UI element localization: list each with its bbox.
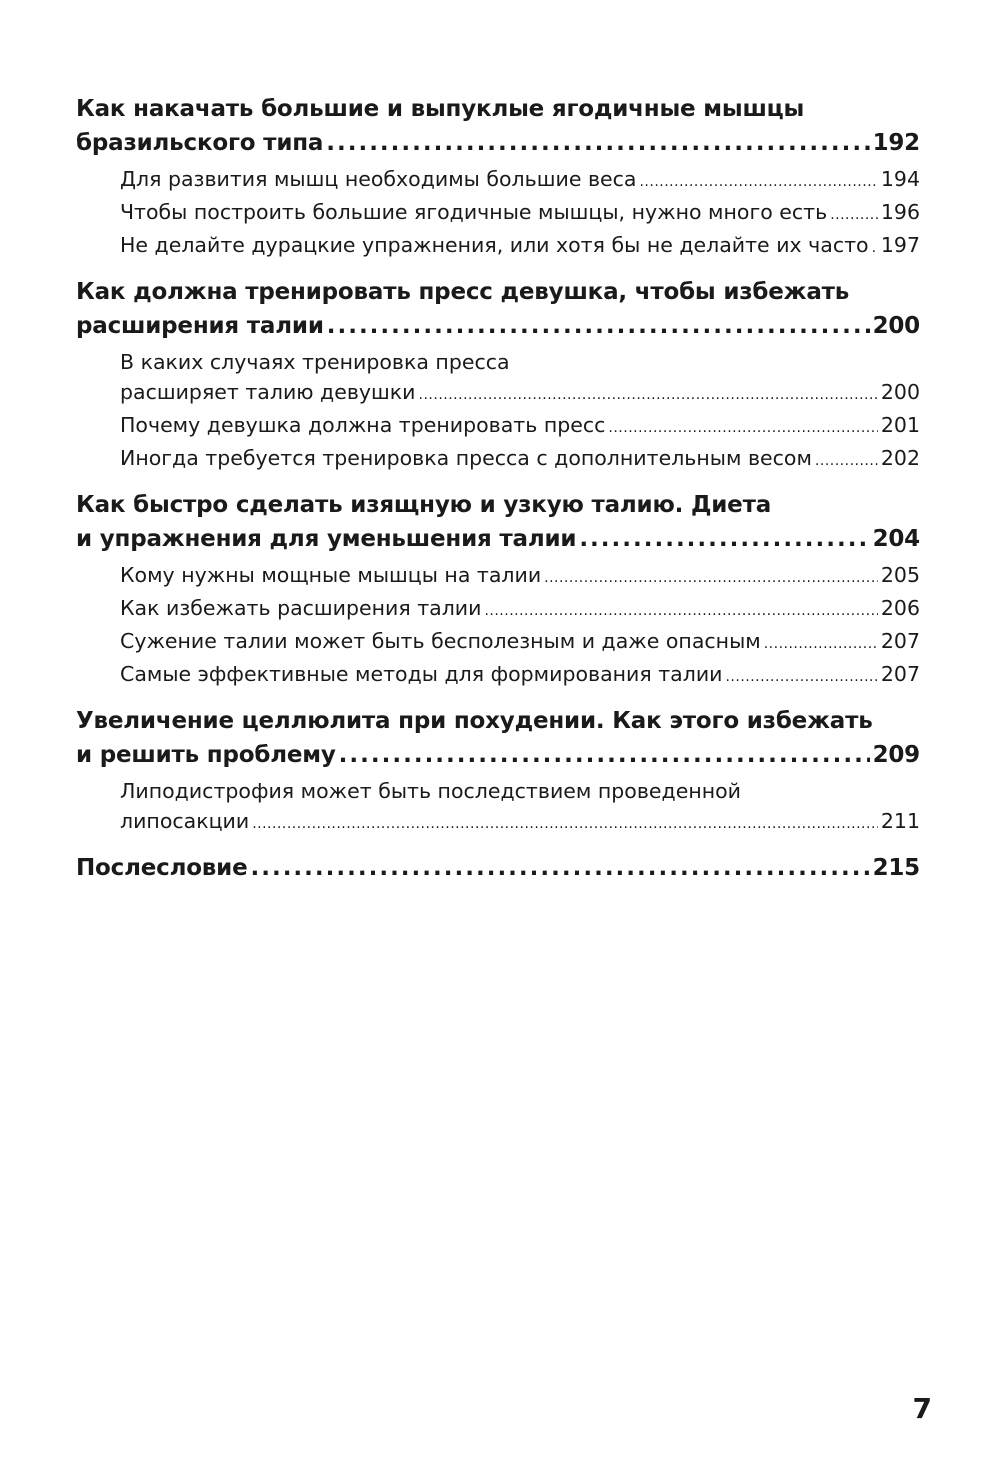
section-list (76, 776, 920, 839)
section-entry[interactable] (120, 593, 920, 626)
section-entry[interactable] (120, 197, 920, 230)
chapter-title-line: Как должна тренировать пресс девушка, чтобы избежать (76, 279, 850, 305)
section-entry[interactable] (120, 230, 920, 263)
section-page-number: 206 (880, 596, 920, 620)
chapter-title[interactable] (76, 851, 920, 885)
section-title: Для развития мышц необходимы большие веса (120, 167, 637, 191)
section-entry[interactable] (120, 347, 920, 410)
section-title: Кому нужны мощные мышцы на талии (120, 563, 542, 587)
chapter-page-number: 215 (872, 855, 920, 881)
toc-chapter (76, 488, 920, 692)
section-title: Самые эффективные методы для формирования талии (120, 662, 723, 686)
chapter-page-number: 209 (872, 742, 920, 768)
chapter-page-number: 200 (872, 313, 920, 339)
section-entry[interactable] (120, 626, 920, 659)
section-entry[interactable] (120, 410, 920, 443)
chapter-title-line: расширения талии (76, 313, 324, 339)
section-page-number: 207 (880, 629, 920, 653)
section-entry[interactable] (120, 164, 920, 197)
chapter-title[interactable] (76, 488, 920, 556)
chapter-title[interactable] (76, 704, 920, 772)
chapter-title-line: бразильского типа (76, 130, 324, 156)
section-entry[interactable] (120, 776, 920, 839)
section-page-number: 197 (880, 233, 920, 257)
section-page-number: 205 (880, 563, 920, 587)
dot-leader (250, 851, 869, 885)
section-title: Не делайте дурацкие упражнения, или хотя бы не делайте их часто (120, 233, 869, 257)
dot-leader (419, 377, 878, 410)
dot-leader (252, 806, 878, 839)
section-page-number: 211 (880, 809, 920, 833)
section-page-number: 196 (880, 200, 920, 224)
dot-leader (764, 626, 878, 659)
section-page-number: 201 (880, 413, 920, 437)
chapter-page-number: 192 (872, 130, 920, 156)
section-title: липосакции (120, 809, 250, 833)
toc-chapter (76, 851, 920, 885)
section-entry[interactable] (120, 560, 920, 593)
chapter-title-line: Как быстро сделать изящную и узкую талию. Диета (76, 492, 772, 518)
dot-leader (579, 522, 869, 556)
section-page-number: 207 (880, 662, 920, 686)
chapter-title-line: Как накачать большие и выпуклые ягодичные мышцы (76, 96, 805, 122)
section-list (76, 164, 920, 263)
toc-chapter (76, 275, 920, 476)
section-list (76, 347, 920, 476)
section-title: Иногда требуется тренировка пресса с дополнительным весом (120, 446, 812, 470)
toc-chapter (76, 704, 920, 839)
table-of-contents (76, 92, 920, 897)
section-page-number: 202 (880, 446, 920, 470)
page-number: 7 (912, 1392, 932, 1425)
section-page-number: 200 (880, 380, 920, 404)
section-page-number: 194 (880, 167, 920, 191)
chapter-title[interactable] (76, 92, 920, 160)
section-title: Сужение талии может быть бесполезным и даже опасным (120, 629, 761, 653)
dot-leader (327, 309, 870, 343)
section-title: расширяет талию девушки (120, 380, 416, 404)
chapter-title-line: Послесловие (76, 855, 248, 881)
chapter-title-line: и упражнения для уменьшения талии (76, 526, 577, 552)
dot-leader (608, 410, 877, 443)
chapter-title-line: Увеличение целлюлита при похудении. Как этого избежать (76, 708, 873, 734)
dot-leader (484, 593, 877, 626)
chapter-title[interactable] (76, 275, 920, 343)
section-title: В каких случаях тренировка пресса (120, 350, 510, 374)
dot-leader (339, 738, 870, 772)
dot-leader (544, 560, 878, 593)
dot-leader (639, 164, 877, 197)
dot-leader (872, 230, 878, 263)
dot-leader (326, 126, 869, 160)
toc-chapter (76, 92, 920, 263)
section-list (76, 560, 920, 692)
dot-leader (815, 443, 878, 476)
section-title: Как избежать расширения талии (120, 596, 482, 620)
dot-leader (725, 659, 877, 692)
section-entry[interactable] (120, 659, 920, 692)
chapter-page-number: 204 (872, 526, 920, 552)
section-entry[interactable] (120, 443, 920, 476)
dot-leader (830, 197, 878, 230)
section-title: Чтобы построить большие ягодичные мышцы, нужно много есть (120, 200, 828, 224)
section-title: Липодистрофия может быть последствием проведенной (120, 779, 741, 803)
chapter-title-line: и решить проблему (76, 742, 336, 768)
section-title: Почему девушка должна тренировать пресс (120, 413, 606, 437)
